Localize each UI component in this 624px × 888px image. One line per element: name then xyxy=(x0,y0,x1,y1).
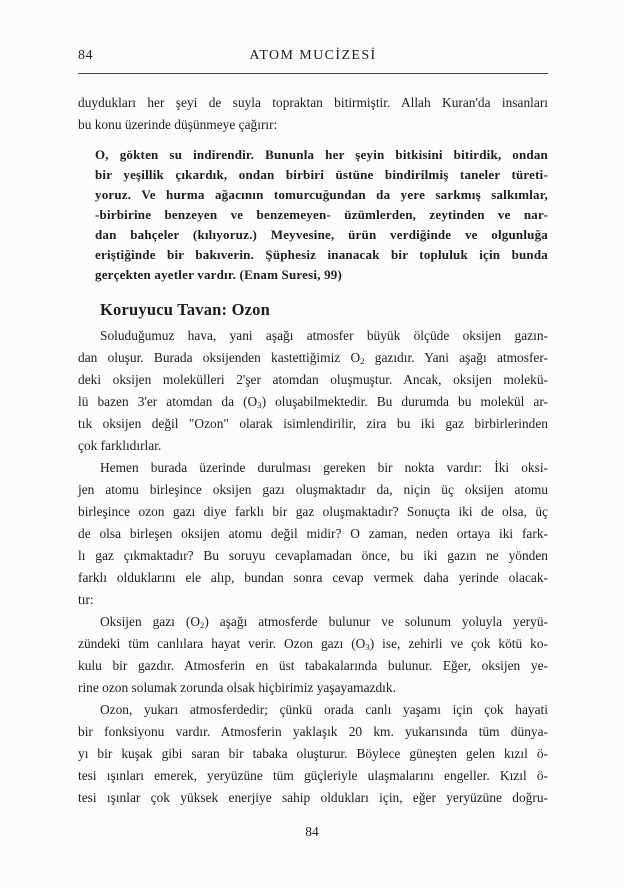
subscript: 3 xyxy=(365,642,370,653)
text-line: yoruz. Ve hurma ağacının tomurcuğundan da yere sarkmış salkımlar, xyxy=(95,187,548,202)
subscript: 3 xyxy=(257,400,262,411)
text-line: dan oluşur. Burada oksijenden kastettiğimiz $O_2$ gazıdır. Yani aşağı atmosfer- xyxy=(78,350,549,367)
paragraph xyxy=(78,611,548,699)
paragraph xyxy=(78,325,548,457)
page-body xyxy=(78,92,548,809)
page-header xyxy=(78,48,548,74)
text-line: eriştiğinde bir bakıverin. Şüphesiz inanacak bir topluluk için bunda xyxy=(95,247,548,262)
subscript: 2 xyxy=(200,620,205,631)
text-line: bir fonksiyonu vardır. Atmosferin yaklaşık 20 km. yukarısında tüm dünya- xyxy=(78,724,548,739)
text-line: dan bahçeler (kılıyoruz.) Meyvesine, ürün verdiğinde ve olgunluğa xyxy=(95,227,548,242)
text-line: -birbirine benzeyen ve benzemeyen- üzümlerden, zeytinden ve nar- xyxy=(95,207,548,222)
text-line: farklı olduklarını ele alıp, bundan sonra cevap vermek daha yerinde olacak- xyxy=(78,570,548,585)
text-line: kulu bir gazdır. Atmosferin en üst tabakalarında bulunur. Eğer, oksijen ye- xyxy=(78,658,548,673)
text-line: tık oksijen değil "Ozon" olarak isimlendirilir, zira bu iki gaz birbirlerinden xyxy=(78,416,548,431)
paragraph xyxy=(78,457,548,611)
header-title: ATOM MUCİZESİ xyxy=(249,48,377,63)
paragraph xyxy=(78,92,548,136)
section-heading: Koruyucu Tavan: Ozon xyxy=(100,300,270,319)
text-line: de olsa birleşen oksijen atomu değil midir? O zaman, neden ortaya iki fark- xyxy=(78,526,548,541)
text-line: Ozon, yukarı atmosferdedir; çünkü orada canlı yaşamı için çok hayati xyxy=(100,702,548,717)
text-line: çok farklıdırlar. xyxy=(78,438,162,453)
text-line: duydukları her şeyi de suyla topraktan bitirmiştir. Allah Kuran'da insanları xyxy=(78,95,548,110)
text-line: lı gaz çıkmaktadır? Bu soruyu cevaplamadan önce, bu iki gazın ne yönden xyxy=(78,548,548,563)
text-line: gerçekten ayetler vardır. (Enam Suresi, 99) xyxy=(95,267,343,282)
text-line: yı bir kuşak gibi saran bir tabaka oluşturur. Böylece güneşten gelen kızıl ö- xyxy=(78,746,548,761)
text-line: bu konu üzerinde düşünmeye çağırır: xyxy=(78,117,278,132)
text-line: deki oksijen molekülleri 2'şer atomdan oluşmuştur. Ancak, oksijen molekü- xyxy=(78,372,548,387)
paragraph xyxy=(78,699,548,809)
text-line: zündeki tüm canlılara hayat verir. Ozon gazı $(O_3)$ ise, zehirli ve çok kötü ko- xyxy=(78,636,548,653)
text-line: Oksijen gazı $(O_2)$ aşağı atmosferde bulunur ve solunum yoluyla yeryü- xyxy=(100,614,548,631)
text-line: tır: xyxy=(78,592,94,607)
block-quote xyxy=(95,145,548,285)
text-line: rine ozon solumak zorunda olsak hiçbirimiz yaşayamazdık. xyxy=(78,680,396,695)
footer-page-number: 84 xyxy=(305,824,319,839)
subscript: 2 xyxy=(360,356,365,367)
text-line: lü bazen 3'er atomdan da $(O_3)$ oluşabilmektedir. Bu durumda bu molekül ar- xyxy=(78,394,548,411)
text-line: birleşince ozon gazı diye farklı bir gaz oluşmaktadır? Sonuçta iki de olsa, üç xyxy=(78,504,548,519)
text-line: Hemen burada üzerinde durulması gereken bir nokta vardır: İki oksi- xyxy=(100,460,548,475)
text-line: bir yeşillik çıkardık, ondan birbiri üstüne bindirilmiş taneler türeti- xyxy=(95,167,548,182)
text-line: O, gökten su indirendir. Bununla her şeyin bitkisini bitirdik, ondan xyxy=(95,147,548,162)
header-page-number: 84 xyxy=(78,48,93,63)
text-line: tesi ışınlar çok yüksek enerjiye sahip oldukları için, eğer yeryüzüne doğru- xyxy=(78,790,548,805)
text-line: tesi ışınları emerek, yeryüzüne tüm güçleriyle ulaşmalarını engeller. Kızıl ö- xyxy=(78,768,548,783)
text-line: jen atomu birleşince oksijen gazı oluşmaktadır da, niçin üç oksijen atomu xyxy=(78,482,548,497)
text-line: Soluduğumuz hava, yani aşağı atmosfer büyük ölçüde oksijen gazın- xyxy=(100,328,548,343)
